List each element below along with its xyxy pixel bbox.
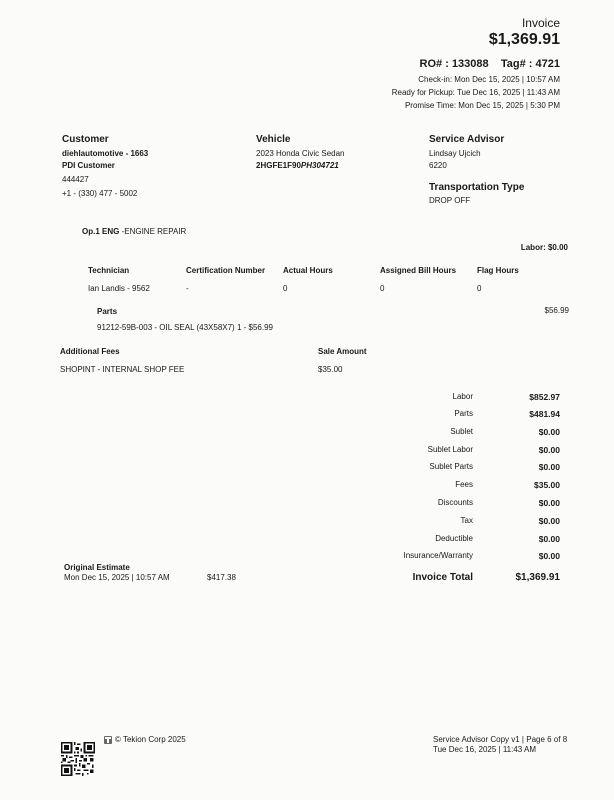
customer-type: PDI Customer (62, 161, 115, 170)
tekion-logo-icon (104, 736, 112, 744)
footer-printed-time: Tue Dec 16, 2025 | 11:43 AM (433, 745, 537, 754)
col-technician: Technician (88, 266, 130, 275)
original-estimate-amount: $417.38 (207, 573, 236, 582)
total-value-insurance-warranty: $0.00 (538, 551, 560, 561)
check-in-time: Check-in: Mon Dec 15, 2025 | 10:57 AM (418, 75, 560, 84)
col-certification-number: Certification Number (186, 266, 266, 275)
invoice-total-value: $1,369.91 (515, 572, 560, 583)
technician-name: Ian Landis - 9562 (88, 284, 150, 293)
total-label-tax: Tax (460, 516, 473, 525)
vehicle-description: 2023 Honda Civic Sedan (256, 149, 345, 158)
service-advisor-block (429, 134, 524, 207)
vehicle-vin (256, 160, 345, 172)
fee-description: SHOPINT - INTERNAL SHOP FEE (60, 365, 185, 374)
customer-phone: +1 - (330) 477 - 5002 (62, 189, 138, 198)
ro-number: 133088 (451, 58, 489, 70)
col-flag-hours: Flag Hours (477, 266, 519, 275)
customer-name: diehlautomotive - 1663 (62, 149, 149, 158)
total-label-sublet: Sublet (450, 427, 473, 436)
ro-label: RO# : (419, 58, 449, 70)
footer-copyright: © Tekion Corp 2025 (115, 735, 186, 744)
operation-title (82, 227, 186, 237)
original-estimate-heading: Original Estimate (64, 563, 130, 572)
labor-label: Labor: (520, 243, 546, 252)
parts-line: 91212-59B-003 - OIL SEAL (43X58X7) 1 - $56.99 (97, 323, 273, 332)
total-label-insurance-warranty: Insurance/Warranty (403, 551, 473, 560)
tag-label: Tag# : (500, 58, 533, 70)
total-value-parts: $481.94 (529, 409, 560, 419)
customer-block (62, 134, 148, 200)
total-value-fees: $35.00 (534, 480, 560, 490)
customer-id: 444427 (62, 175, 89, 184)
total-value-tax: $0.00 (538, 516, 560, 526)
actual-hours: 0 (283, 284, 288, 293)
flag-hours: 0 (477, 284, 482, 293)
transportation-value: DROP OFF (429, 196, 471, 205)
vin-suffix: PH304721 (300, 161, 339, 170)
fee-amount: $35.00 (318, 365, 343, 374)
col-assigned-bill-hours: Assigned Bill Hours (380, 266, 457, 275)
total-value-sublet-parts: $0.00 (538, 462, 560, 472)
ro-tag-line (420, 58, 560, 70)
invoice-title: Invoice (521, 16, 560, 30)
vehicle-heading: Vehicle (256, 134, 291, 145)
total-value-sublet-labor: $0.00 (538, 445, 560, 455)
original-estimate-date: Mon Dec 15, 2025 | 10:57 AM (64, 573, 170, 582)
total-label-discounts: Discounts (437, 498, 473, 507)
promise-time: Promise Time: Mon Dec 15, 2025 | 5:30 PM (404, 101, 560, 110)
vin-prefix: 2HGFE1F90 (256, 161, 301, 170)
total-label-sublet-labor: Sublet Labor (427, 445, 473, 454)
customer-heading: Customer (62, 134, 109, 145)
total-label-parts: Parts (454, 409, 473, 418)
invoice-total-label: Invoice Total (412, 572, 473, 583)
total-value-deductible: $0.00 (538, 534, 560, 544)
invoice-amount: $1,369.91 (488, 31, 560, 48)
operation-labor (521, 243, 568, 253)
total-label-fees: Fees (455, 480, 473, 489)
parts-total: $56.99 (544, 306, 569, 315)
service-advisor-heading: Service Advisor (429, 134, 505, 145)
total-value-discounts: $0.00 (538, 498, 560, 508)
footer-copy-info: Service Advisor Copy v1 | Page 6 of 8 (433, 735, 568, 744)
sale-amount-heading: Sale Amount (318, 347, 367, 356)
vehicle-block (256, 134, 345, 172)
total-value-sublet: $0.00 (538, 427, 560, 437)
total-label-labor: Labor (452, 392, 473, 401)
qr-code-icon (61, 742, 95, 776)
transportation-heading: Transportation Type (429, 182, 525, 193)
col-actual-hours: Actual Hours (283, 266, 333, 275)
parts-heading: Parts (97, 307, 118, 316)
service-advisor-name: Lindsay Ujcich (429, 149, 481, 158)
op-description: -ENGINE REPAIR (119, 227, 187, 236)
assigned-bill-hours: 0 (380, 284, 385, 293)
certification-number: - (186, 284, 189, 293)
total-label-sublet-parts: Sublet Parts (429, 462, 473, 471)
ready-for-pickup-time: Ready for Pickup: Tue Dec 16, 2025 | 11:43 AM (391, 88, 560, 97)
total-value-labor: $852.97 (529, 392, 560, 402)
tag-number: 4721 (535, 58, 560, 70)
service-advisor-number: 6220 (429, 161, 447, 170)
additional-fees-heading: Additional Fees (60, 347, 120, 356)
op-label: Op.1 ENG (82, 227, 120, 236)
labor-value: $0.00 (547, 243, 568, 252)
total-label-deductible: Deductible (435, 534, 473, 543)
